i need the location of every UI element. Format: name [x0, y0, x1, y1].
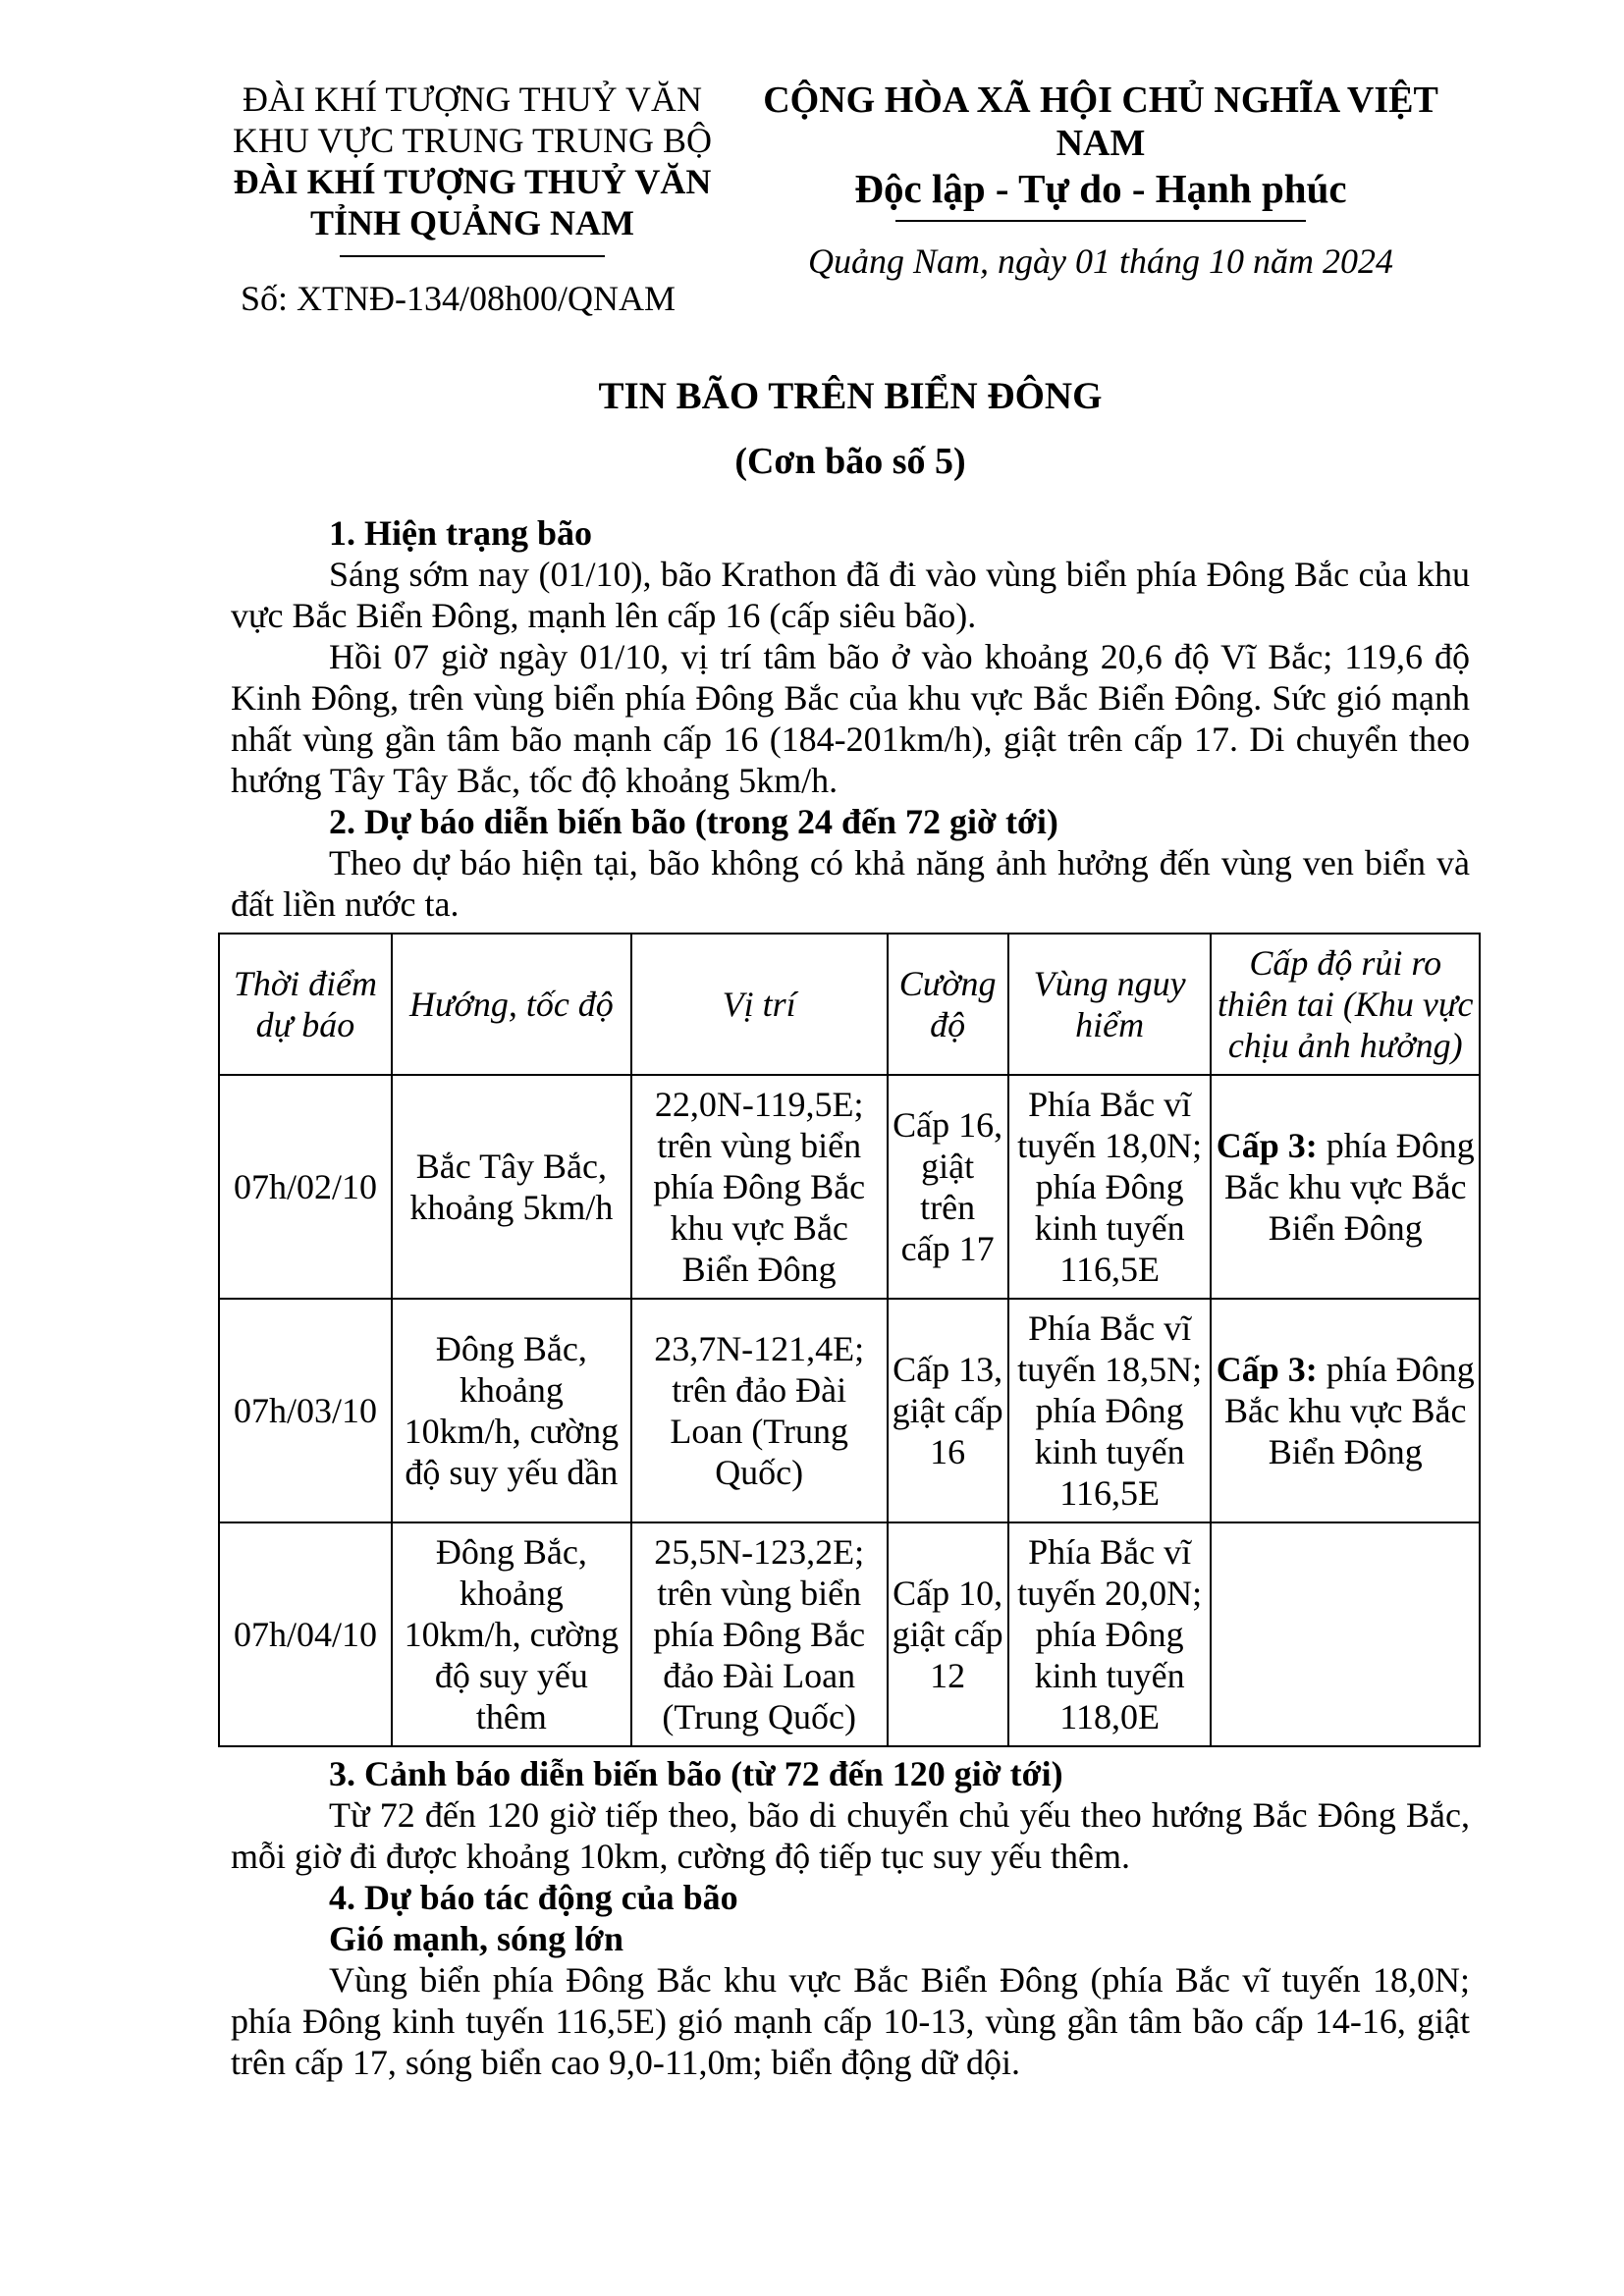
cell-intensity: Cấp 13, giật cấp 16 [888, 1299, 1008, 1522]
risk-level-text: phía Đông Bắc khu vực Bắc Biển Đông [1224, 1126, 1475, 1248]
section1-paragraph2: Hồi 07 giờ ngày 01/10, vị trí tâm bão ở vào khoảng 20,6 độ Vĩ Bắc; 119,6 độ Kinh Đông, trên vùng biển phía Đông Bắc của khu vực Bắc Biển Đông. Sức gió mạnh nhất vùng gần tâm bão mạnh cấp 16 (184-201km/h), giật trên cấp 17. Di chuyển theo hướng Tây Tây Bắc, tốc độ khoảng 5km/h. [231, 637, 1470, 800]
section3-paragraph1: Từ 72 đến 120 giờ tiếp theo, bão di chuyển chủ yếu theo hướng Bắc Đông Bắc, mỗi giờ đi được khoảng 10km, cường độ tiếp tục suy yếu thêm. [231, 1795, 1470, 1876]
cell-direction: Bắc Tây Bắc, khoảng 5km/h [392, 1075, 631, 1299]
cell-time: 07h/04/10 [219, 1522, 392, 1746]
agency-parent-line1: ĐÀI KHÍ TƯỢNG THUỶ VĂN [243, 80, 702, 119]
col-header-direction-speed: Hướng, tốc độ [392, 934, 631, 1075]
cell-danger-zone: Phía Bắc vĩ tuyến 18,0N; phía Đông kinh tuyến 116,5E [1008, 1075, 1212, 1299]
issuing-agency-block [231, 79, 714, 320]
section4-paragraph1: Vùng biển phía Đông Bắc khu vực Bắc Biển Đông (phía Bắc vĩ tuyến 18,0N; phía Đông kinh tuyến 116,5E) gió mạnh cấp 10-13, vùng gần tâm bão cấp 14-16, giật trên cấp 17, sóng biển cao 9,0-11,0m; biển động dữ dội. [231, 1960, 1470, 2082]
section2-heading: 2. Dự báo diễn biến bão (trong 24 đến 72 giờ tới) [329, 802, 1058, 841]
national-motto-block [731, 79, 1470, 283]
cell-position: 25,5N-123,2E; trên vùng biển phía Đông Bắc đảo Đài Loan (Trung Quốc) [631, 1522, 888, 1746]
risk-level-label: Cấp 3: [1216, 1126, 1318, 1165]
cell-direction: Đông Bắc, khoảng 10km/h, cường độ suy yếu thêm [392, 1522, 631, 1746]
section4-subheading: Gió mạnh, sóng lớn [329, 1919, 624, 1958]
agency-parent-line2: KHU VỰC TRUNG TRUNG BỘ [233, 121, 712, 160]
risk-level-label: Cấp 3: [1216, 1350, 1318, 1389]
agency-divider-line [340, 255, 605, 257]
cell-risk-level [1211, 1522, 1480, 1746]
document-body [231, 512, 1475, 2083]
agency-name-line2: TỈNH QUẢNG NAM [310, 203, 634, 242]
national-motto: Độc lập - Tự do - Hạnh phúc [854, 166, 1347, 211]
cell-intensity: Cấp 10, giật cấp 12 [888, 1522, 1008, 1746]
table-row [219, 1522, 1480, 1746]
agency-name-line1: ĐÀI KHÍ TƯỢNG THUỶ VĂN [233, 162, 712, 201]
cell-danger-zone: Phía Bắc vĩ tuyến 20,0N; phía Đông kinh tuyến 118,0E [1008, 1522, 1212, 1746]
document-subtitle: (Cơn bão số 5) [734, 441, 966, 482]
col-header-position: Vị trí [631, 934, 888, 1075]
cell-direction: Đông Bắc, khoảng 10km/h, cường độ suy yếu dần [392, 1299, 631, 1522]
col-header-risk-level: Cấp độ rủi ro thiên tai (Khu vực chịu ảnh hưởng) [1211, 934, 1480, 1075]
col-header-intensity: Cường độ [888, 934, 1008, 1075]
forecast-table-header-row [219, 934, 1480, 1075]
motto-divider-line [895, 220, 1306, 222]
col-header-forecast-time: Thời điểm dự báo [219, 934, 392, 1075]
cell-risk-level [1211, 1299, 1480, 1522]
risk-level-text: phía Đông Bắc khu vực Bắc Biển Đông [1224, 1350, 1475, 1471]
table-row [219, 1075, 1480, 1299]
cell-danger-zone: Phía Bắc vĩ tuyến 18,5N; phía Đông kinh tuyến 116,5E [1008, 1299, 1212, 1522]
document-header [231, 79, 1470, 320]
section3-heading: 3. Cảnh báo diễn biến bão (từ 72 đến 120 giờ tới) [329, 1754, 1063, 1793]
cell-position: 22,0N-119,5E; trên vùng biển phía Đông Bắc khu vực Bắc Biển Đông [631, 1075, 888, 1299]
table-row [219, 1299, 1480, 1522]
national-title: CỘNG HÒA XÃ HỘI CHỦ NGHĨA VIỆT NAM [763, 80, 1438, 164]
section4-heading: 4. Dự báo tác động của bão [329, 1878, 738, 1917]
cell-time: 07h/02/10 [219, 1075, 392, 1299]
cell-position: 23,7N-121,4E; trên đảo Đài Loan (Trung Quốc) [631, 1299, 888, 1522]
section2-paragraph1: Theo dự báo hiện tại, bão không có khả năng ảnh hưởng đến vùng ven biển và đất liền nước ta. [231, 843, 1470, 924]
cell-time: 07h/03/10 [219, 1299, 392, 1522]
forecast-table [218, 933, 1481, 1747]
document-number: Số: XTNĐ-134/08h00/QNAM [241, 279, 677, 318]
col-header-danger-zone: Vùng nguy hiểm [1008, 934, 1212, 1075]
place-date-line: Quảng Nam, ngày 01 tháng 10 năm 2024 [808, 241, 1393, 281]
cell-intensity: Cấp 16, giật trên cấp 17 [888, 1075, 1008, 1299]
document-content [231, 79, 1475, 2083]
document-title: TIN BÃO TRÊN BIỂN ĐÔNG [598, 375, 1103, 417]
section1-paragraph1: Sáng sớm nay (01/10), bão Krathon đã đi vào vùng biển phía Đông Bắc của khu vực Bắc Biển Đông, mạnh lên cấp 16 (cấp siêu bão). [231, 555, 1470, 635]
cell-risk-level [1211, 1075, 1480, 1299]
section1-heading: 1. Hiện trạng bão [329, 513, 593, 553]
